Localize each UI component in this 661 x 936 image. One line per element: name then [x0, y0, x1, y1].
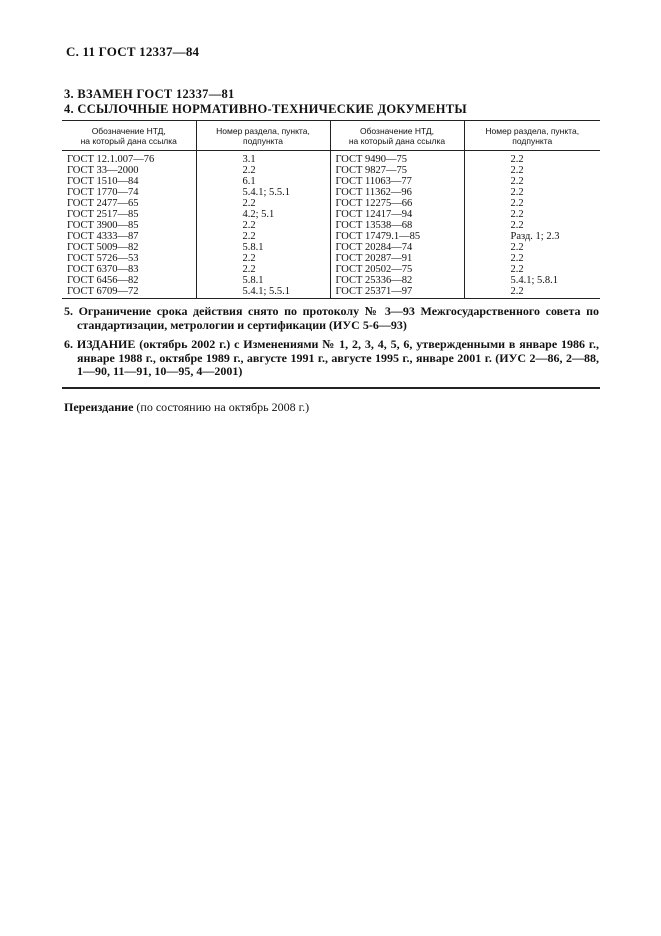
section-6-paragraph: [64, 338, 599, 379]
table-row: [62, 275, 600, 286]
doc-cell: ГОСТ 1770—74: [67, 187, 139, 198]
section-cell: 2.2: [196, 231, 330, 242]
table-row: [62, 220, 600, 231]
table-row: [62, 231, 600, 242]
header-sec-line1: Номер раздела, пункта,: [216, 126, 310, 136]
section-5-paragraph: [64, 305, 599, 332]
section-cell: 2.2: [464, 264, 600, 275]
table-body: [62, 151, 600, 299]
doc-cell: ГОСТ 20284—74: [330, 242, 464, 253]
table-row: [62, 253, 600, 264]
section-4-heading: 4. ССЫЛОЧНЫЕ НОРМАТИВНО-ТЕХНИЧЕСКИЕ ДОКУМЕНТЫ: [64, 102, 467, 116]
table-row: [62, 176, 600, 187]
section-cell: 6.1: [196, 176, 330, 187]
doc-cell: ГОСТ 25371—97: [330, 286, 464, 299]
header-doc-line1: Обозначение НТД,: [91, 126, 166, 136]
section-cell: 3.1: [196, 151, 330, 166]
doc-cell: ГОСТ 13538—68: [330, 220, 464, 231]
section-cell: 5.4.1; 5.5.1: [196, 187, 330, 198]
section-cell: 2.2: [464, 198, 600, 209]
table-header-row: [62, 121, 600, 151]
table-row: [62, 242, 600, 253]
page-header: С. 11 ГОСТ 12337—84: [66, 44, 200, 59]
section-cell: 2.2: [196, 220, 330, 231]
doc-cell: ГОСТ 20502—75: [330, 264, 464, 275]
doc-cell: ГОСТ 11362—96: [330, 187, 464, 198]
section-cell: 2.2: [464, 209, 600, 220]
section-cell: 5.8.1: [196, 275, 330, 286]
doc-cell: ГОСТ 11063—77: [330, 176, 464, 187]
header-section-number-2: [464, 121, 600, 151]
reissue-label: Переиздание: [64, 400, 134, 414]
section-cell: 5.4.1; 5.5.1: [196, 286, 330, 299]
doc-cell: ГОСТ 6709—72: [67, 286, 139, 297]
section-cell: 2.2: [464, 242, 600, 253]
section-cell: 4.2; 5.1: [196, 209, 330, 220]
reissue-note: [64, 400, 309, 415]
table-row: [62, 151, 600, 166]
section-divider: [62, 387, 600, 389]
doc-cell: ГОСТ 2517—85: [67, 209, 139, 220]
section-cell: 2.2: [464, 165, 600, 176]
header-sec-line2-2: подпункта: [512, 136, 553, 146]
doc-cell: ГОСТ 5726—53: [67, 253, 139, 264]
table-row: [62, 209, 600, 220]
section-cell: 2.2: [464, 187, 600, 198]
section-cell: 5.8.1: [196, 242, 330, 253]
doc-cell: ГОСТ 25336—82: [330, 275, 464, 286]
header-sec-line2: подпункта: [243, 136, 283, 146]
doc-cell: ГОСТ 12417—94: [330, 209, 464, 220]
doc-cell: ГОСТ 5009—82: [67, 242, 139, 253]
section-3-heading: 3. ВЗАМЕН ГОСТ 12337—81: [64, 87, 235, 101]
header-doc-line2-2: на который дана ссылка: [348, 136, 446, 146]
header-section-number: [196, 121, 330, 151]
section-cell: 2.2: [464, 286, 600, 299]
table-row: [62, 165, 600, 176]
section-cell: 2.2: [196, 165, 330, 176]
doc-cell: ГОСТ 17479.1—85: [330, 231, 464, 242]
doc-cell: ГОСТ 9827—75: [330, 165, 464, 176]
header-doc-line1-2: Обозначение НТД,: [359, 126, 435, 136]
header-doc-designation: [62, 121, 196, 151]
doc-cell: ГОСТ 33—2000: [67, 165, 139, 176]
section-cell: 2.2: [464, 220, 600, 231]
section-cell: 2.2: [196, 198, 330, 209]
header-doc-designation-2: [330, 121, 464, 151]
doc-cell: ГОСТ 6370—83: [67, 264, 139, 275]
section-cell: 2.2: [464, 176, 600, 187]
section-cell: 2.2: [196, 264, 330, 275]
doc-cell: ГОСТ 6456—82: [67, 275, 139, 286]
section-cell: 5.4.1; 5.8.1: [464, 275, 600, 286]
table-row: [62, 264, 600, 275]
section-6-text: 6. ИЗДАНИЕ (октябрь 2002 г.) с Изменениями № 1, 2, 3, 4, 5, 6, утвержденными в январе 1986 г., январе 1988 г., октябре 1989 г., августе 1991 г., августе 1995 г., январе 2001 г. (ИУС 2—86, 2—88, 1—90, 11—91, 10—95, 4—2001): [64, 337, 599, 378]
section-5-text: 5. Ограничение срока действия снято по протоколу № 3—93 Межгосударственного совета по стандартизации, метрологии и сертификации (ИУС 5-6—93): [64, 304, 599, 332]
reissue-text: (по состоянию на октябрь 2008 г.): [133, 400, 310, 414]
section-cell: 2.2: [464, 151, 600, 166]
doc-cell: ГОСТ 12275—66: [330, 198, 464, 209]
reference-documents-table: [62, 120, 600, 299]
table-row: [62, 286, 600, 299]
header-sec-line1-2: Номер раздела, пункта,: [485, 126, 580, 136]
doc-cell: ГОСТ 1510—84: [67, 176, 139, 187]
section-cell: Разд. 1; 2.3: [464, 231, 600, 242]
table-row: [62, 187, 600, 198]
doc-cell: ГОСТ 20287—91: [330, 253, 464, 264]
doc-cell: ГОСТ 12.1.007—76: [67, 154, 155, 165]
header-doc-line2: на который дана ссылка: [80, 136, 177, 146]
doc-cell: ГОСТ 2477—65: [67, 198, 139, 209]
table-row: [62, 198, 600, 209]
section-cell: 2.2: [464, 253, 600, 264]
doc-cell: ГОСТ 3900—85: [67, 220, 139, 231]
doc-cell: ГОСТ 9490—75: [330, 151, 464, 166]
section-cell: 2.2: [196, 253, 330, 264]
doc-cell: ГОСТ 4333—87: [67, 231, 139, 242]
